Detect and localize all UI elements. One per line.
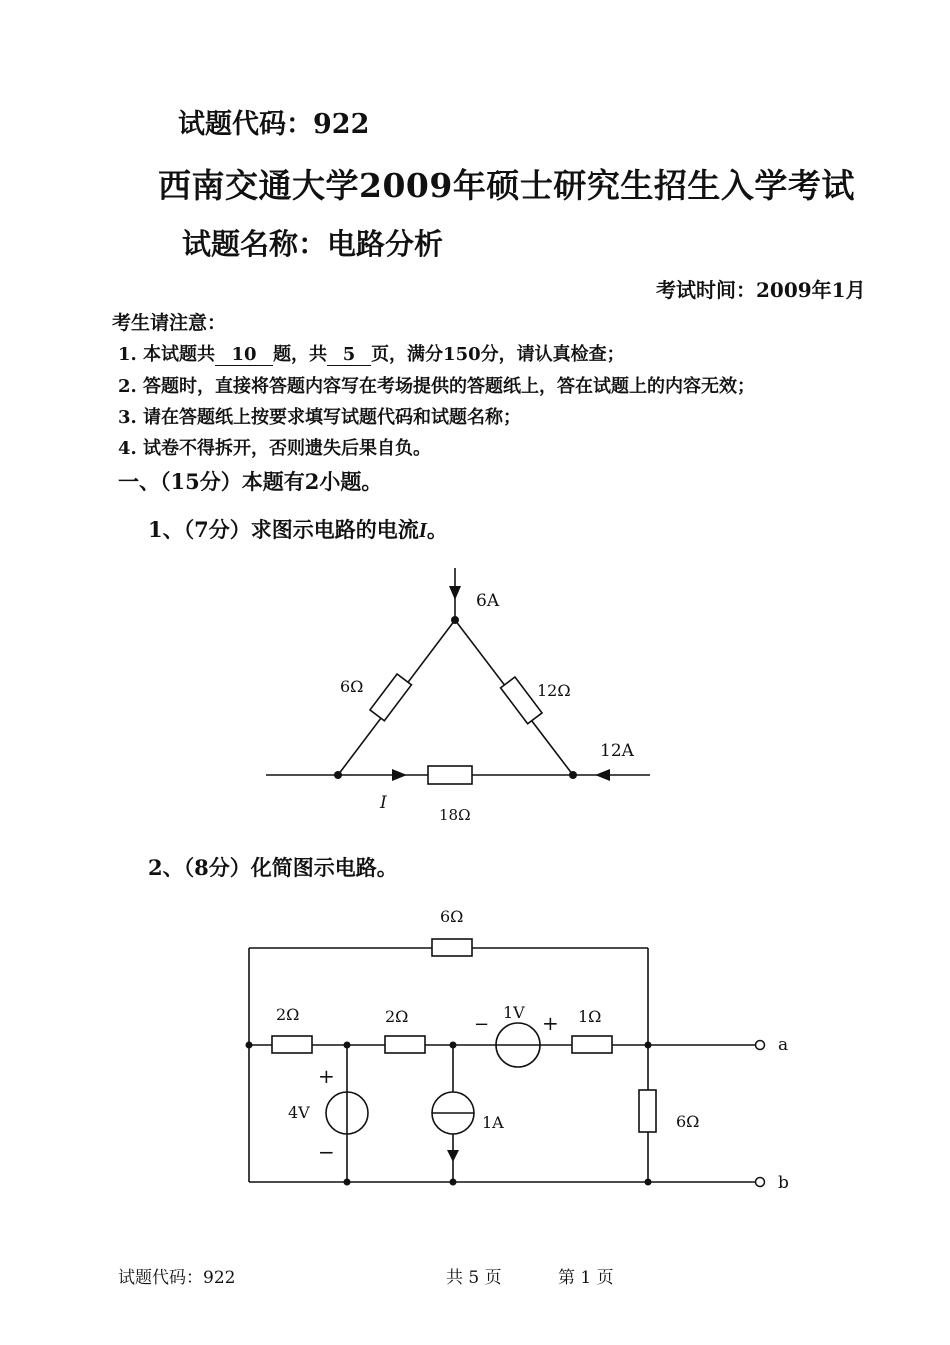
label-12ohm: 12Ω [537,681,571,700]
exam-code: 试题代码：922 [178,109,370,140]
label-1ohm: 1Ω [578,1007,602,1026]
notice-item-1-suffix: 页，满分150分，请认真检查； [371,344,625,365]
label-2ohm-b: 2Ω [385,1007,409,1026]
node-top [451,616,459,624]
notice-heading: 考生请注意： [112,312,227,334]
label-4v-plus: + [318,1064,335,1088]
notice-item-1-mid: 题，共 [273,344,328,365]
question-count: 10 [215,344,273,366]
section-heading: 一、（15分）本题有2小题。 [118,469,383,494]
label-top-6ohm: 6Ω [440,907,464,926]
label-1a: 1A [482,1113,504,1132]
label-right-6ohm: 6Ω [676,1112,700,1131]
footer-code: 试题代码：922 [118,1268,236,1288]
question-2: 2、（8分）化简图示电路。 [148,855,398,880]
exam-title: 西南交通大学2009年硕士研究生招生入学考试 [158,166,855,205]
label-terminal-b: b [778,1173,789,1193]
label-6a: 6A [476,591,500,611]
label-4v: 4V [288,1103,310,1122]
footer-page-number: 第 1 页 [558,1268,614,1288]
notice-item-1-prefix: 1. 本试题共 [118,344,216,365]
resistor-left [370,674,411,721]
label-6ohm: 6Ω [340,677,364,696]
subject-name: 试题名称：电路分析 [182,227,444,261]
node-left [334,771,342,779]
label-2ohm-a: 2Ω [276,1005,300,1024]
arrow-left-icon [595,769,610,781]
label-1v-minus: − [474,1014,490,1035]
resistor-right [501,677,542,724]
notice-item-3: 3. 请在答题纸上按要求填写试题代码和试题名称； [118,407,522,428]
label-12a: 12A [600,741,634,761]
notice-item-2: 2. 答题时，直接将答题内容写在考场提供的答题纸上，答在试题上的内容无效； [118,376,756,397]
arrow-right-icon [392,769,407,781]
question-1-var: I [418,518,427,542]
resistor-bottom [428,766,472,784]
label-18ohm: 18Ω [439,806,471,824]
node-right [569,771,577,779]
exam-time: 考试时间：2009年1月 [656,278,866,302]
footer-total-pages: 共 5 页 [446,1268,502,1288]
question-1-text: 1、（7分）求图示电路的电流 [148,517,419,542]
page-count: 5 [327,344,371,366]
label-4v-minus: − [318,1140,335,1164]
arrow-down-icon [449,586,461,600]
label-terminal-a: a [778,1035,789,1055]
label-1v: 1V [503,1003,525,1022]
notice-item-4: 4. 试卷不得拆开，否则遗失后果自负。 [118,438,432,459]
label-1v-plus: + [542,1011,559,1035]
question-1-end: 。 [426,517,448,542]
label-current-i: I [380,793,387,813]
